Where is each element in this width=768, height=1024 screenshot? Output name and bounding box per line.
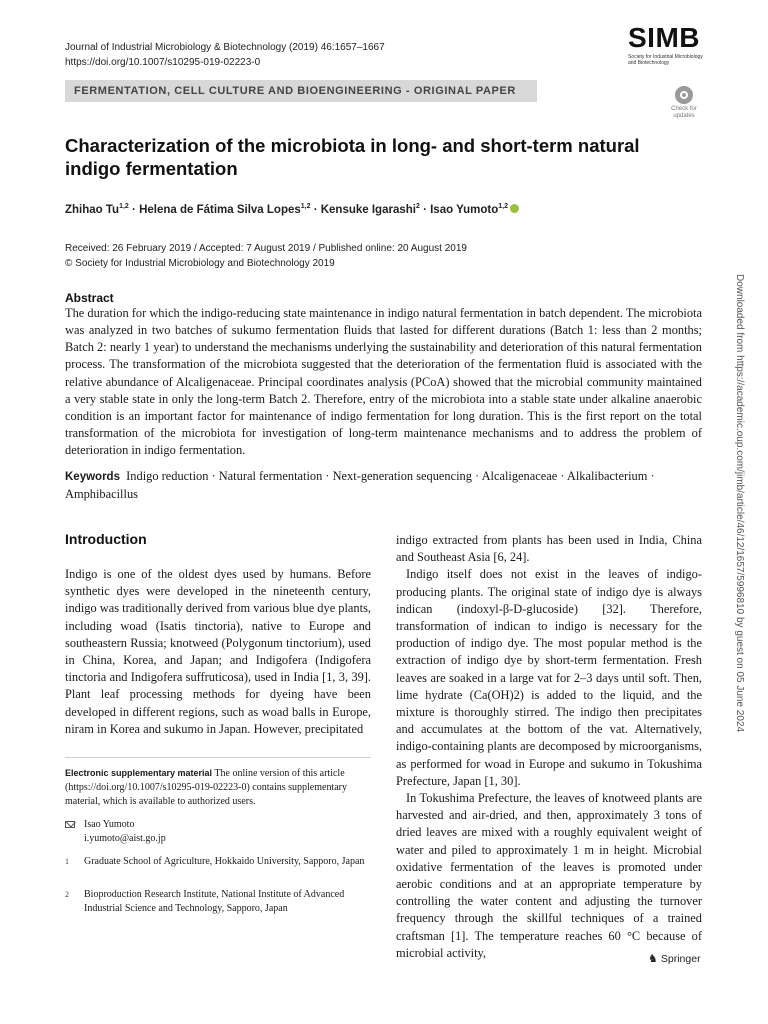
abstract-body: The duration for which the indigo-reducing state maintenance in indigo natural fermentation in batch dependent. The microbiota was analyzed in two batches of sukumo fermentation fluids that lasted for different durations (Batch 1: less than 2 months; Batch 2: nearly 1 year) to understand the mechanisms underlying the sustainability and deterioration of this natural fermentation process. The transformation of the microbiota suggested that the deterioration of the fermentation fluid is associated with the relative abundance of Alcaligenaceae. Principal coordinates analysis (PCoA) showed that the microbial community maintained a very stable state in only the long-term Batch 2. Therefore, entry of the microbiota into a stable state under alkaline anaerobic condition is an important factor for maintenance of indigo fermentation for long duration. This is the first report on the total transformation of the microbiota for investigation of long-term maintenance mechanisms and to address the problem of deterioration in indigo fermentation. <box>65 306 702 458</box>
contact-email[interactable]: i.yumoto@aist.go.jp <box>84 833 166 844</box>
author-affiliation: 1,2 <box>300 203 311 210</box>
springer-horse-icon: ♞ <box>648 953 658 965</box>
affiliation-text: Graduate School of Agriculture, Hokkaido University, Sapporo, Japan <box>84 856 365 867</box>
introduction-heading: Introduction <box>65 531 147 547</box>
check-updates-label: Check for updates <box>671 106 697 119</box>
supplementary-note <box>65 766 371 809</box>
envelope-icon <box>65 821 75 828</box>
journal-citation <box>65 40 385 70</box>
download-watermark: Downloaded from https://academic.oup.com/jimb/article/46/12/1657/5996810 by guest on 05 June 2024 <box>734 274 745 733</box>
keywords-heading: Keywords <box>65 471 120 483</box>
affiliation-1 <box>65 855 371 869</box>
affiliation-2 <box>65 888 371 916</box>
affiliation-number: 2 <box>65 890 69 899</box>
simb-logo-text: SIMB <box>628 22 700 53</box>
journal-doi-link[interactable]: https://doi.org/10.1007/s10295-019-02223-0 <box>65 57 261 68</box>
simb-logo <box>628 24 708 66</box>
publisher-name: Springer <box>660 953 701 965</box>
author-name[interactable]: Helena de Fátima Silva Lopes <box>139 203 301 216</box>
affiliation-number: 1 <box>65 857 69 866</box>
orcid-icon[interactable] <box>510 204 519 213</box>
author-affiliation: 2 <box>415 203 420 210</box>
check-for-updates-badge[interactable] <box>666 84 702 124</box>
publication-dates <box>65 241 467 271</box>
simb-logo-subtext: Society for Industrial Microbiology and Biotechnology <box>628 54 703 66</box>
author-list: Zhihao Tu$^{1,2}$ · Helena de Fátima Silva Lopes$^{1,2}$ · Kensuke Igarashi$^2$ · Isao Yumoto$^{1,2}$ <box>65 203 519 216</box>
corresponding-author <box>65 818 371 846</box>
right-column <box>396 532 702 962</box>
intro-paragraph: Indigo is one of the oldest dyes used by humans. Before synthetic dyes were developed in the nineteenth century, indigo was traditionally derived from various blue dye plants, including woad (Isatis tinctoria), native to Europe and southeastern Russia; knotweed (Polygonum tinctorium), used in China, Korea, and Japan; and Indigofera (Indigofera tinctoria and Indigofera suffruticosa), used in India [1, 3, 39]. Plant leaf processing methods for dyeing have been developed in different regions, such as woad balls in Europe, niram in Korea and sukumo in Japan. However, precipitated <box>65 567 371 736</box>
intro-paragraph: Indigo itself does not exist in the leaves of indigo-producing plants. The original state of indigo dye is always indican (indoxyl-β-D-glucoside) [32]. Therefore, transformation of indican to indigo is necessary for the production of indigo dye. The most popular method is the extraction of indigo dye by short-term fermentation. Fresh leaves are soaked in a large vat for 2–3 days until soft. Then, lime hydrate (Ca(OH)2) is added to the liquid, and the mixture is thoroughly stirred. The indigo then precipitates and accumulates at the bottom of the vat. Alternatively, indigo-containing plants are decomposed by microorganisms, as performed for woad in Europe and sukumo in Tokushima Prefecture, Japan [1, 30]. <box>396 567 702 788</box>
journal-line-1: Journal of Industrial Microbiology & Biotechnology (2019) 46:1657–1667 <box>65 42 385 53</box>
keywords <box>65 468 702 503</box>
contact-name: Isao Yumoto <box>84 819 135 830</box>
left-column <box>65 566 371 738</box>
author-affiliation: 1,2 <box>119 203 129 210</box>
esm-label: Electronic supplementary material <box>65 768 213 778</box>
footnote-divider <box>65 757 371 758</box>
article-title: Characterization of the microbiota in long- and short-term natural indigo fermentation <box>65 135 640 179</box>
affiliation-text: Bioproduction Research Institute, National Institute of Advanced Industrial Science and Technology, Sapporo, Japan <box>84 889 345 914</box>
received-accepted-published: Received: 26 February 2019 / Accepted: 7 August 2019 / Published online: 20 August 2019 <box>65 243 467 254</box>
author-name[interactable]: Isao Yumoto <box>430 203 499 216</box>
copyright-line: © Society for Industrial Microbiology and Biotechnology 2019 <box>65 258 335 269</box>
keywords-list: Indigo reduction · Natural fermentation · Next-generation sequencing · Alcaligenaceae · Alkalibacterium · Amphibacillus <box>65 469 655 501</box>
author-name[interactable]: Zhihao Tu <box>65 203 120 216</box>
abstract-heading: Abstract <box>65 291 114 305</box>
publisher-mark <box>648 952 701 965</box>
check-updates-icon <box>675 86 693 104</box>
intro-paragraph: indigo extracted from plants has been used in India, China and Southeast Asia [6, 24]. <box>396 533 702 565</box>
intro-paragraph: In Tokushima Prefecture, the leaves of knotweed plants are harvested and air-dried, and then, approximately 3 tons of dried leaves are mixed with a roughly equivalent weight of water and piled to approximately 1 m in height. Microbial oxidative fermentation of the leaves is promoted under aerobic conditions and at an appropriate temperature by controlling the water content and adjusting the turnover frequency through the skillful techniques of a trained craftsman [1]. The temperature reaches 60 °C because of microbial activity, <box>396 791 702 960</box>
author-name[interactable]: Kensuke Igarashi <box>320 203 416 216</box>
section-banner: FERMENTATION, CELL CULTURE AND BIOENGINEERING - ORIGINAL PAPER <box>65 80 537 102</box>
author-affiliation: 1,2 <box>498 203 509 210</box>
esm-text: The online version of this article (https://doi.org/10.1007/s10295-019-02223-0) contains supplementary material, which is available to authorized users. <box>65 768 348 807</box>
